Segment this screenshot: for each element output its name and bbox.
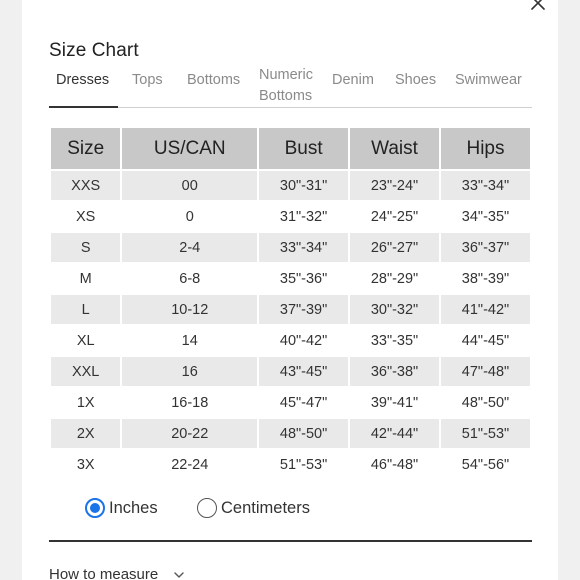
cell-waist: 33"-35"	[350, 326, 439, 355]
centimeters-option[interactable]	[197, 496, 310, 520]
cell-size: XXL	[51, 357, 120, 386]
cell-waist: 24"-25"	[350, 202, 439, 231]
cell-hips: 41"-42"	[441, 295, 530, 324]
cell-size: 3X	[51, 450, 120, 479]
cell-hips: 48"-50"	[441, 388, 530, 417]
close-button[interactable]	[527, 0, 549, 14]
table-row	[51, 450, 530, 479]
tab-numeric-bottoms[interactable]	[259, 65, 313, 107]
cell-size: L	[51, 295, 120, 324]
table-row	[51, 202, 530, 231]
how-to-measure-label: How to measure	[49, 566, 159, 580]
table-row	[51, 326, 530, 355]
cell-bust: 35"-36"	[259, 264, 348, 293]
cell-waist: 23"-24"	[350, 171, 439, 200]
cell-hips: 54"-56"	[441, 450, 530, 479]
centimeters-radio[interactable]	[197, 498, 217, 518]
table-row	[51, 388, 530, 417]
cell-bust: 51"-53"	[259, 450, 348, 479]
cell-hips: 38"-39"	[441, 264, 530, 293]
cell-us-can: 00	[122, 171, 257, 200]
table-header-row	[51, 128, 530, 169]
cell-size: 2X	[51, 419, 120, 448]
cell-size: S	[51, 233, 120, 262]
tab-shoes[interactable]: Shoes	[395, 72, 437, 88]
tab-tops[interactable]: Tops	[132, 72, 163, 88]
category-tabs	[49, 66, 532, 108]
cell-us-can: 16-18	[122, 388, 257, 417]
header-us-can: US/CAN	[122, 128, 257, 169]
inches-radio[interactable]	[85, 498, 105, 518]
inches-option[interactable]	[85, 496, 158, 520]
table-row	[51, 357, 530, 386]
table-row	[51, 419, 530, 448]
tab-denim[interactable]: Denim	[332, 72, 374, 88]
size-table	[49, 126, 532, 481]
header-bust: Bust	[259, 128, 348, 169]
cell-size: XL	[51, 326, 120, 355]
header-size: Size	[51, 128, 120, 169]
close-icon	[527, 0, 549, 14]
cell-us-can: 20-22	[122, 419, 257, 448]
cell-hips: 51"-53"	[441, 419, 530, 448]
table-row	[51, 295, 530, 324]
table-row	[51, 264, 530, 293]
cell-size: XS	[51, 202, 120, 231]
cell-bust: 37"-39"	[259, 295, 348, 324]
table-row	[51, 171, 530, 200]
cell-waist: 42"-44"	[350, 419, 439, 448]
how-to-measure-toggle[interactable]	[49, 566, 186, 580]
cell-bust: 43"-45"	[259, 357, 348, 386]
active-tab-indicator	[49, 106, 118, 108]
cell-size: M	[51, 264, 120, 293]
cell-hips: 44"-45"	[441, 326, 530, 355]
cell-size: XXS	[51, 171, 120, 200]
cell-waist: 39"-41"	[350, 388, 439, 417]
cell-hips: 33"-34"	[441, 171, 530, 200]
cell-hips: 36"-37"	[441, 233, 530, 262]
tab-numeric-bottoms-line2: Bottoms	[259, 88, 313, 104]
centimeters-label: Centimeters	[221, 498, 310, 517]
tab-swimwear[interactable]: Swimwear	[455, 72, 522, 88]
cell-hips: 47"-48"	[441, 357, 530, 386]
cell-waist: 46"-48"	[350, 450, 439, 479]
header-hips: Hips	[441, 128, 530, 169]
cell-waist: 28"-29"	[350, 264, 439, 293]
cell-bust: 45"-47"	[259, 388, 348, 417]
section-divider	[49, 540, 532, 542]
tab-dresses[interactable]: Dresses	[56, 72, 110, 88]
cell-us-can: 22-24	[122, 450, 257, 479]
cell-waist: 26"-27"	[350, 233, 439, 262]
cell-us-can: 10-12	[122, 295, 257, 324]
cell-hips: 34"-35"	[441, 202, 530, 231]
cell-us-can: 6-8	[122, 264, 257, 293]
cell-waist: 36"-38"	[350, 357, 439, 386]
cell-us-can: 2-4	[122, 233, 257, 262]
cell-bust: 30"-31"	[259, 171, 348, 200]
cell-us-can: 14	[122, 326, 257, 355]
chevron-down-icon	[172, 568, 186, 580]
cell-us-can: 0	[122, 202, 257, 231]
cell-us-can: 16	[122, 357, 257, 386]
header-waist: Waist	[350, 128, 439, 169]
tab-bottoms[interactable]: Bottoms	[187, 72, 241, 88]
cell-waist: 30"-32"	[350, 295, 439, 324]
tab-numeric-bottoms-line1: Numeric	[259, 67, 313, 83]
cell-bust: 48"-50"	[259, 419, 348, 448]
page-title: Size Chart	[49, 40, 139, 61]
table-body	[51, 171, 530, 479]
cell-bust: 40"-42"	[259, 326, 348, 355]
inches-label: Inches	[109, 498, 158, 517]
table-row	[51, 233, 530, 262]
cell-bust: 33"-34"	[259, 233, 348, 262]
cell-size: 1X	[51, 388, 120, 417]
cell-bust: 31"-32"	[259, 202, 348, 231]
